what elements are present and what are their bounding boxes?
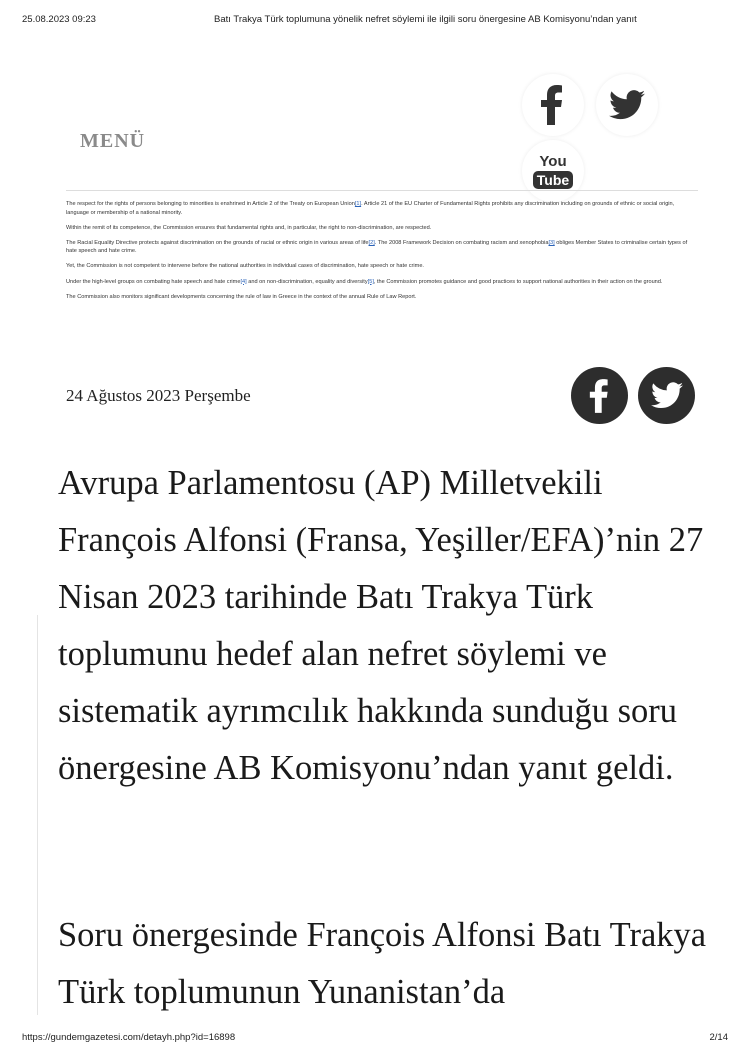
article-lead: Avrupa Parlamentosu (AP) Milletvekili François Alfonsi (Fransa, Yeşiller/EFA)’nin 27 Nisan 2023 tarihinde Batı Trakya Türk toplumunu hedef alan nefret söylemi ve sistematik ayrımcılık hakkında sunduğu soru önergesine AB Komisyonu’ndan yanıt geldi. bbox=[58, 464, 704, 787]
commission-paragraph bbox=[66, 262, 694, 271]
commission-text: and on non-discrimination, equality and diversity bbox=[246, 278, 368, 285]
youtube-icon bbox=[533, 154, 573, 189]
commission-text: Under the high-level groups on combating hate speech and hate crime bbox=[66, 278, 241, 285]
commission-text: Yet, the Commission is not competent to intervene before the national authorities in individual cases of discrimination, hate speech or hate crime. bbox=[66, 263, 424, 270]
twitter-icon bbox=[609, 90, 645, 120]
youtube-you-text: You bbox=[539, 152, 567, 170]
commission-text: The Commission also monitors significant developments concerning the rule of law in Greece in the context of the annual Rule of Law Report. bbox=[66, 293, 417, 300]
footnote-link[interactable]: [2] bbox=[368, 239, 375, 246]
footnote-link[interactable]: [1] bbox=[354, 201, 362, 207]
commission-text: The Racial Equality Directive protects against discrimination on the grounds of racial or ethnic origin in various areas of life bbox=[66, 239, 369, 246]
commission-text: . The 2008 Framework Decision on combating racism and xenophobia bbox=[374, 239, 549, 246]
commission-text: . Article 21 of the EU Charter of Fundamental Rights prohibits any discrimination including on grounds of ethnic or social origin, language or membership of a national minority. bbox=[66, 201, 675, 216]
commission-text: Within the remit of its competence, the Commission ensures that fundamental rights and, in particular, the right to non-discrimination, are respected. bbox=[66, 224, 432, 231]
commission-text: The respect for the rights of persons belonging to minorities is enshrined in Article 2 of the Treaty on European Union bbox=[66, 201, 355, 207]
commission-paragraph bbox=[66, 278, 694, 287]
commission-paragraph bbox=[66, 200, 694, 217]
footnote-link[interactable]: [5] bbox=[367, 278, 374, 285]
commission-paragraph bbox=[66, 293, 694, 302]
print-header bbox=[22, 14, 728, 28]
content-side-rule bbox=[37, 615, 38, 1015]
print-title: Batı Trakya Türk toplumuna yönelik nefret söylemi ile ilgili soru önergesine AB Komisyonu’ndan yanıt bbox=[214, 14, 637, 25]
twitter-share-icon bbox=[651, 382, 683, 409]
footnote-link[interactable]: [4] bbox=[240, 278, 247, 285]
twitter-link[interactable] bbox=[596, 74, 658, 136]
print-timestamp: 25.08.2023 09:23 bbox=[22, 14, 96, 25]
facebook-icon bbox=[540, 85, 566, 125]
commission-paragraph bbox=[66, 224, 694, 233]
commission-paragraph bbox=[66, 239, 694, 256]
article-paragraph: Soru önergesinde François Alfonsi Batı Trakya Türk toplumunun Yunanistan’da bbox=[58, 916, 707, 1011]
facebook-share-button[interactable] bbox=[571, 367, 628, 424]
commission-answer-text bbox=[66, 200, 694, 308]
menu-button[interactable]: MENÜ bbox=[80, 130, 146, 152]
commission-text: obliges Member States to criminalise certain types of hate speech and hate crime. bbox=[66, 239, 688, 255]
facebook-share-icon bbox=[589, 378, 611, 414]
footnote-link[interactable]: [3] bbox=[548, 239, 555, 246]
print-url: https://gundemgazetesi.com/detayh.php?id=16898 bbox=[22, 1032, 236, 1043]
twitter-share-button[interactable] bbox=[638, 367, 695, 424]
youtube-link[interactable] bbox=[522, 140, 584, 202]
youtube-tube-text: Tube bbox=[533, 171, 573, 189]
commission-text: , the Commission promotes guidance and good practices to support national authorities in their action on the ground. bbox=[373, 278, 663, 285]
page-number: 2/14 bbox=[709, 1032, 728, 1043]
article-date: 24 Ağustos 2023 Perşembe bbox=[66, 386, 251, 405]
header-divider bbox=[66, 190, 698, 191]
facebook-link[interactable] bbox=[522, 74, 584, 136]
print-footer bbox=[22, 1032, 728, 1044]
